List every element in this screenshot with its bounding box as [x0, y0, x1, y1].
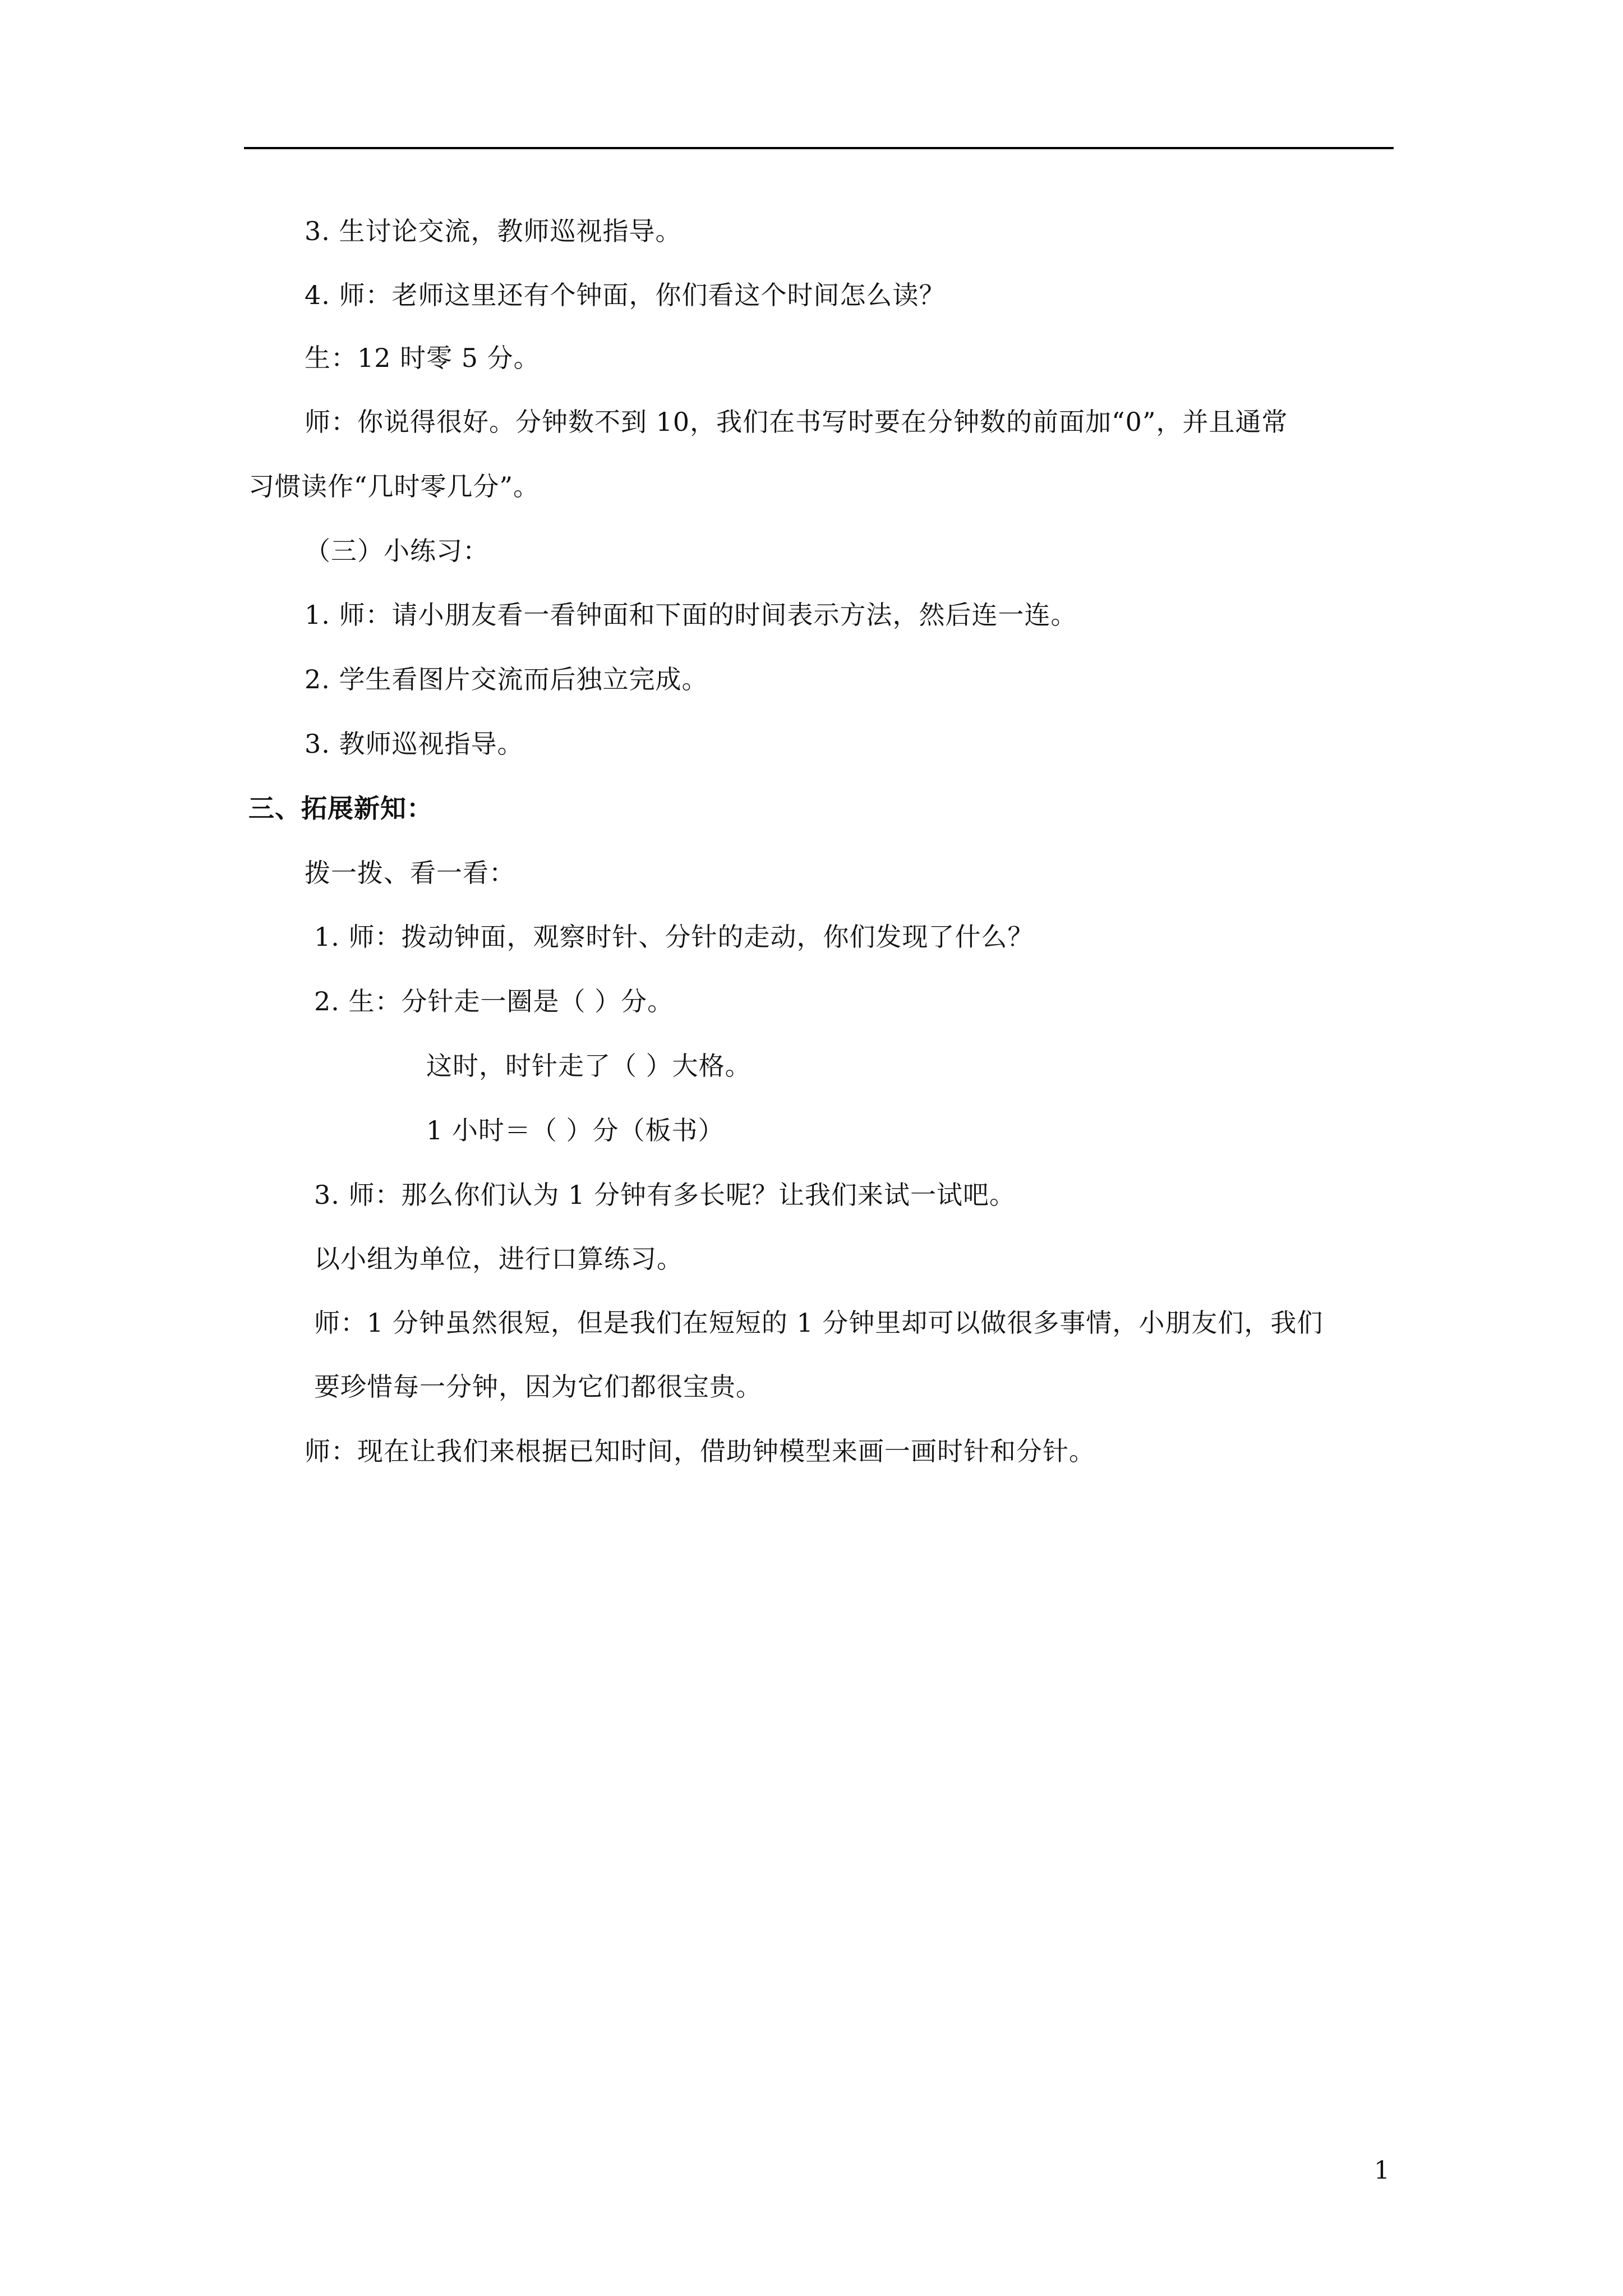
text-line: 2. 学生看图片交流而后独立完成。 [305, 664, 708, 694]
text-line: 3. 师：那么你们认为 1 分钟有多长呢？让我们来试一试吧。 [314, 1180, 1016, 1210]
section-heading: 三、拓展新知： [248, 793, 433, 823]
page-number: 1 [1374, 2156, 1390, 2185]
text-line: 3. 教师巡视指导。 [305, 729, 524, 759]
text-line: 1. 师：拨动钟面，观察时针、分针的走动，你们发现了什么？ [314, 922, 1034, 952]
text-line: 1 小时＝（ ）分（板书） [426, 1115, 725, 1145]
header-rule [244, 147, 1394, 149]
section-subheading: （三）小练习： [305, 536, 489, 566]
text-line: 师：你说得很好。分钟数不到 10，我们在书写时要在分钟数的前面加“0”，并且通常 [305, 407, 1288, 437]
text-line: 3. 生讨论交流，教师巡视指导。 [305, 216, 682, 246]
text-line: 拨一拨、看一看： [305, 858, 515, 888]
text-line: 这时，时针走了（ ）大格。 [426, 1051, 751, 1081]
text-line: 习惯读作“几时零几分”。 [248, 471, 540, 501]
text-line: 4. 师：老师这里还有个钟面，你们看这个时间怎么读？ [305, 280, 946, 310]
text-line: 以小组为单位，进行口算练习。 [314, 1244, 683, 1274]
text-line: 2. 生：分针走一圈是（ ）分。 [314, 986, 674, 1016]
text-line: 生：12 时零 5 分。 [305, 343, 540, 373]
text-line: 要珍惜每一分钟，因为它们都很宝贵。 [314, 1372, 762, 1402]
text-line: 师：现在让我们来根据已知时间，借助钟模型来画一画时针和分针。 [305, 1436, 1095, 1466]
text-line: 师：1 分钟虽然很短，但是我们在短短的 1 分钟里却可以做很多事情，小朋友们，我们 [314, 1308, 1324, 1338]
text-line: 1. 师：请小朋友看一看钟面和下面的时间表示方法，然后连一连。 [305, 600, 1077, 630]
